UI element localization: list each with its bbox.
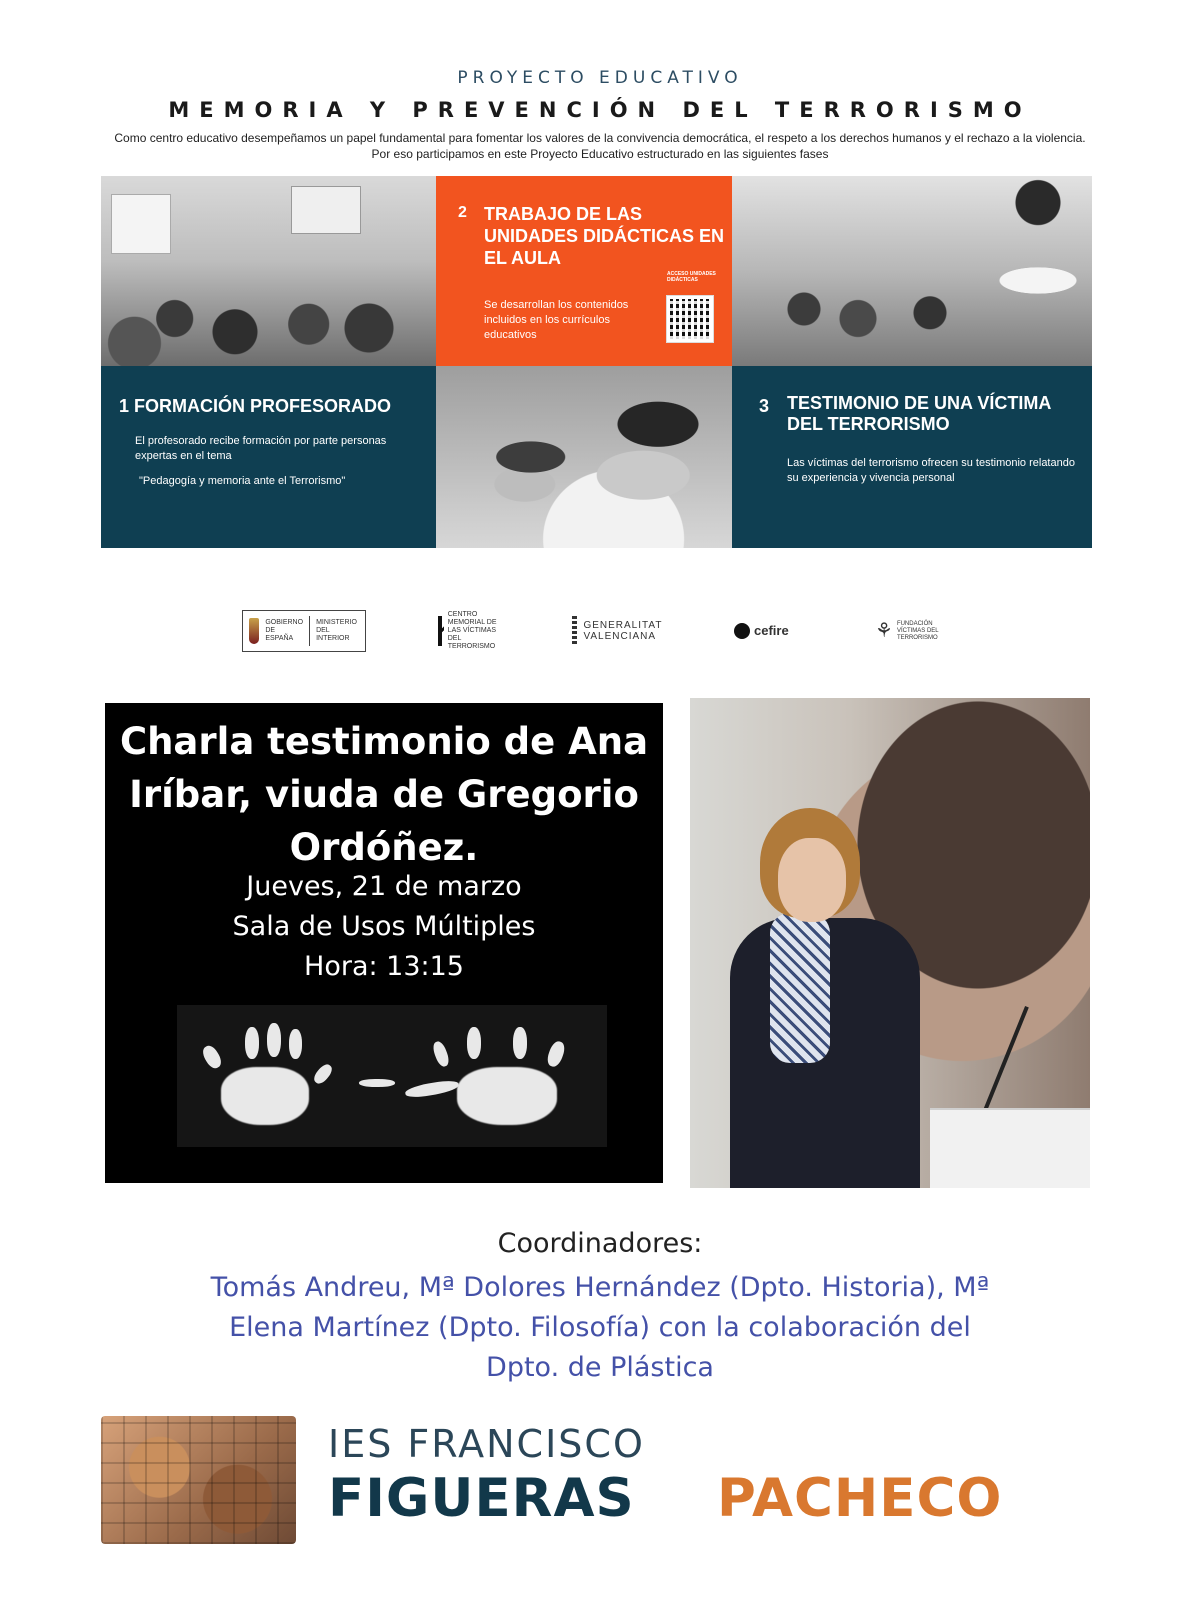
podium	[930, 1108, 1090, 1188]
hand-gap-mark	[359, 1079, 395, 1087]
right-finger	[467, 1027, 481, 1059]
cefire-mark-icon	[734, 623, 750, 639]
coordinators-label: Coordinadores:	[497, 1228, 703, 1259]
phase-2-body: Se desarrollan los contenidos incluidos en los currículos educativos	[484, 299, 629, 341]
sponsor-logos	[0, 610, 1200, 654]
speaker-face	[778, 838, 846, 922]
memorial-mark-icon	[438, 616, 444, 646]
event-panel	[105, 703, 663, 1183]
fundacion-logo	[875, 610, 955, 652]
logo-divider	[309, 616, 310, 646]
left-finger	[245, 1027, 259, 1059]
students-classroom-photo	[436, 366, 732, 548]
coordinators-names: Tomás Andreu, Mª Dolores Hernández (Dpto. Historia), Mª Elena Martínez (Dpto. Filosofía) con la colaboración del Dpto. de Plástica	[210, 1272, 990, 1383]
phase-2-number: 2	[458, 204, 467, 221]
testimony-portrait-photo	[690, 698, 1090, 1188]
right-finger	[431, 1040, 451, 1069]
coat-of-arms-icon	[249, 618, 259, 644]
school-name-figueras: FIGUERAS	[328, 1468, 635, 1529]
event-title: Charla testimonio de Ana Iríbar, viuda de Gregorio Ordóñez.	[119, 720, 649, 869]
senyera-icon	[572, 616, 577, 646]
event-date: Jueves, 21 de marzo	[246, 871, 522, 902]
project-kicker: PROYECTO EDUCATIVO	[457, 68, 743, 88]
projection-screen	[291, 186, 361, 234]
event-place: Sala de Usos Múltiples	[232, 911, 536, 942]
ministerio-label: MINISTERIO DEL INTERIOR	[316, 619, 357, 642]
left-finger	[200, 1043, 224, 1071]
gobierno-label: GOBIERNO DE ESPAÑA	[265, 619, 304, 642]
phase-1-title: 1 FORMACIÓN PROFESORADO	[119, 396, 392, 416]
generalitat-label: GENERALITAT VALENCIANA	[583, 620, 663, 642]
school-name-pacheco: PACHECO	[717, 1468, 1003, 1529]
speaker-scarf	[770, 913, 830, 1063]
teacher-training-photo	[101, 176, 436, 366]
right-finger	[513, 1027, 527, 1059]
left-finger	[289, 1029, 302, 1059]
generalitat-logo	[572, 610, 668, 652]
memorial-label: CENTRO MEMORIAL DE LAS VÍCTIMAS DEL TERRORISMO	[447, 611, 497, 650]
right-finger	[545, 1039, 567, 1068]
cefire-logo	[734, 610, 804, 652]
school-name-line-1: IES FRANCISCO	[328, 1422, 645, 1466]
gobierno-logo	[242, 610, 366, 652]
phases-grid	[101, 176, 1092, 548]
testimony-session-photo	[732, 176, 1092, 366]
phase-2-panel	[436, 176, 732, 366]
left-thumb	[311, 1062, 334, 1087]
left-finger	[267, 1023, 281, 1057]
qr-caption: ACCESO UNIDADES DIDÁCTICAS	[667, 271, 716, 283]
microphone-icon	[980, 1006, 1029, 1119]
phase-3-title: TESTIMONIO DE UNA VÍCTIMA DEL TERRORISMO	[787, 393, 1051, 434]
memorial-logo	[438, 610, 510, 652]
handprints-image	[177, 1005, 607, 1147]
event-hour: Hora: 13:15	[304, 951, 464, 982]
fundacion-label: FUNDACIÓN VÍCTIMAS DEL TERRORISMO	[896, 620, 939, 641]
intro-line-2: Por eso participamos en este Proyecto Educativo estructurado en las siguientes fases	[371, 147, 829, 161]
project-title: MEMORIA Y PREVENCIÓN DEL TERRORISMO	[168, 98, 1032, 122]
phase-3-panel	[732, 366, 1092, 548]
phase-2-title: TRABAJO DE LAS UNIDADES DIDÁCTICAS EN EL AULA	[484, 204, 725, 268]
left-palm	[221, 1067, 309, 1125]
phase-3-body: Las víctimas del terrorismo ofrecen su testimonio relatando su experiencia y vivencia personal	[787, 457, 1075, 484]
classroom-window	[111, 194, 171, 254]
runner-icon: ⚘	[875, 619, 893, 642]
phase-1-quote: "Pedagogía y memoria ante el Terrorismo"	[139, 475, 346, 487]
cefire-label: cefire	[754, 623, 789, 638]
phase-1-panel	[101, 366, 436, 548]
project-intro	[40, 130, 1160, 162]
school-cube-logo	[101, 1416, 296, 1544]
right-palm	[457, 1067, 557, 1125]
qr-code-icon[interactable]	[667, 296, 713, 342]
intro-line-1: Como centro educativo desempeñamos un papel fundamental para fomentar los valores de la convivencia democrática, el respeto a los derechos humanos y el rechazo a la violencia.	[114, 131, 1086, 145]
phase-1-body: El profesorado recibe formación por parte personas expertas en el tema	[135, 435, 387, 462]
right-thumb	[404, 1078, 459, 1099]
phase-3-number: 3	[759, 396, 770, 416]
